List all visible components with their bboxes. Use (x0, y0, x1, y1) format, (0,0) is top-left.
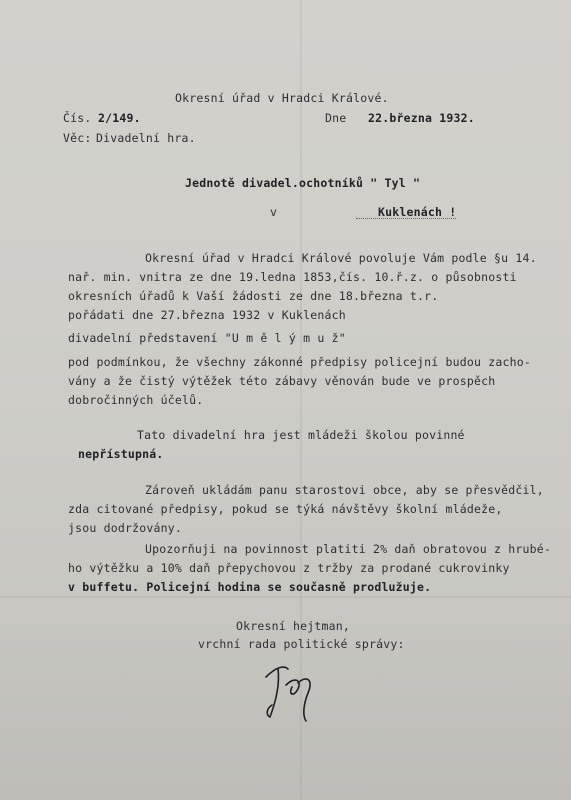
body-line: okresních úřadů k Vaší žádosti ze dne 18.března t.r. (68, 289, 439, 303)
body-line: dobročinných účelů. (68, 393, 204, 407)
body-line: nepřístupná. (78, 447, 164, 461)
handwritten-signature (258, 655, 328, 730)
body-line: Tato divadelní hra jest mládeži školou povinné (137, 428, 465, 442)
recipient-prefix: v (270, 205, 278, 219)
reference-label: Čís. (63, 111, 92, 125)
date-value: 22.března 1932. (368, 111, 475, 125)
subject-value: Divadelní hra. (96, 131, 196, 145)
body-line: vány a že čistý výtěžek této zábavy věnován bude ve prospěch (68, 374, 496, 388)
body-line: nař. min. vnitra ze dne 19.ledna 1853,čís. 10.ř.z. o působnosti (68, 270, 517, 284)
recipient-name: Jednotě divadel.ochotníků " Tyl " (185, 176, 421, 190)
body-line: Okresní úřad v Hradci Králové povoluje Vám podle §u 14. (145, 251, 537, 265)
body-line: pod podmínkou, že všechny zákonné předpisy policejní budou zacho- (68, 355, 532, 369)
recipient-place: Kuklenách ! (378, 205, 457, 219)
body-line: ho výtěžku a 10% daň přepychovou z tržby za prodané cukrovinky (68, 561, 510, 575)
reference-number: 2/149. (98, 111, 141, 125)
body-line: zda citované předpisy, pokud se týká návštěvy školní mládeže, (68, 502, 503, 516)
office-name: Okresní úřad v Hradci Králové. (175, 91, 389, 105)
subject-label: Věc: (63, 131, 92, 145)
date-label: Dne (325, 111, 347, 125)
body-line: Upozorňuji na povinnost platiti 2% daň obratovou z hrubé- (145, 542, 552, 556)
signature-title: vrchní rada politické správy: (198, 637, 405, 651)
body-line: pořádati dne 27.března 1932 v Kuklenách (68, 308, 346, 322)
body-line: v buffetu. Policejní hodina se současně prodlužuje. (68, 580, 432, 594)
body-line: divadelní představení "U m ě l ý m u ž" (68, 331, 346, 345)
body-line: jsou dodržovány. (68, 521, 182, 535)
signature-title: Okresní hejtman, (236, 619, 350, 633)
body-line: Zároveň ukládám panu starostovi obce, aby se přesvědčil, (145, 483, 544, 497)
fold-crease (0, 596, 571, 598)
